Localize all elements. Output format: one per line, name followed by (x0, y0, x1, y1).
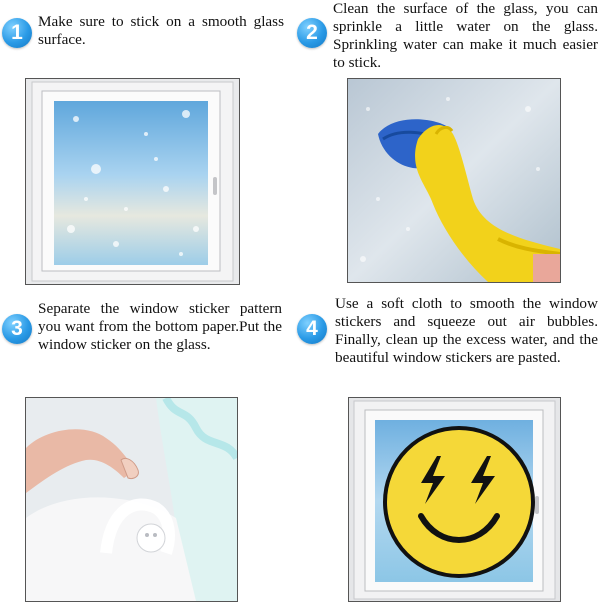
step-instruction: Clean the surface of the glass, you can sprinkle a little water on the glass. Sprinkling water can make it much easier to stick. (333, 0, 598, 71)
step-number-badge: 1 (2, 18, 32, 48)
peeling-photo (25, 397, 238, 602)
gloved-hand-icon (348, 79, 560, 282)
peeling-sticker-icon (26, 398, 237, 601)
step-instruction: Make sure to stick on a smooth glass surface. (38, 13, 284, 48)
step-instruction: Separate the window sticker pattern you want from the bottom paper.Put the window sticker on the glass. (38, 300, 282, 353)
step-number-badge: 2 (297, 18, 327, 48)
smiley-window-photo (348, 397, 561, 602)
step-number-badge: 3 (2, 314, 32, 344)
step-number-badge: 4 (297, 314, 327, 344)
cleaning-photo (347, 78, 561, 283)
step-instruction: Use a soft cloth to smooth the window stickers and squeeze out air bubbles. Finally, clean up the excess water, and the beautiful window stickers are pasted. (335, 295, 598, 366)
window-photo (25, 78, 240, 285)
smiley-sticker-icon (349, 398, 560, 601)
window-frame-icon (26, 79, 239, 284)
